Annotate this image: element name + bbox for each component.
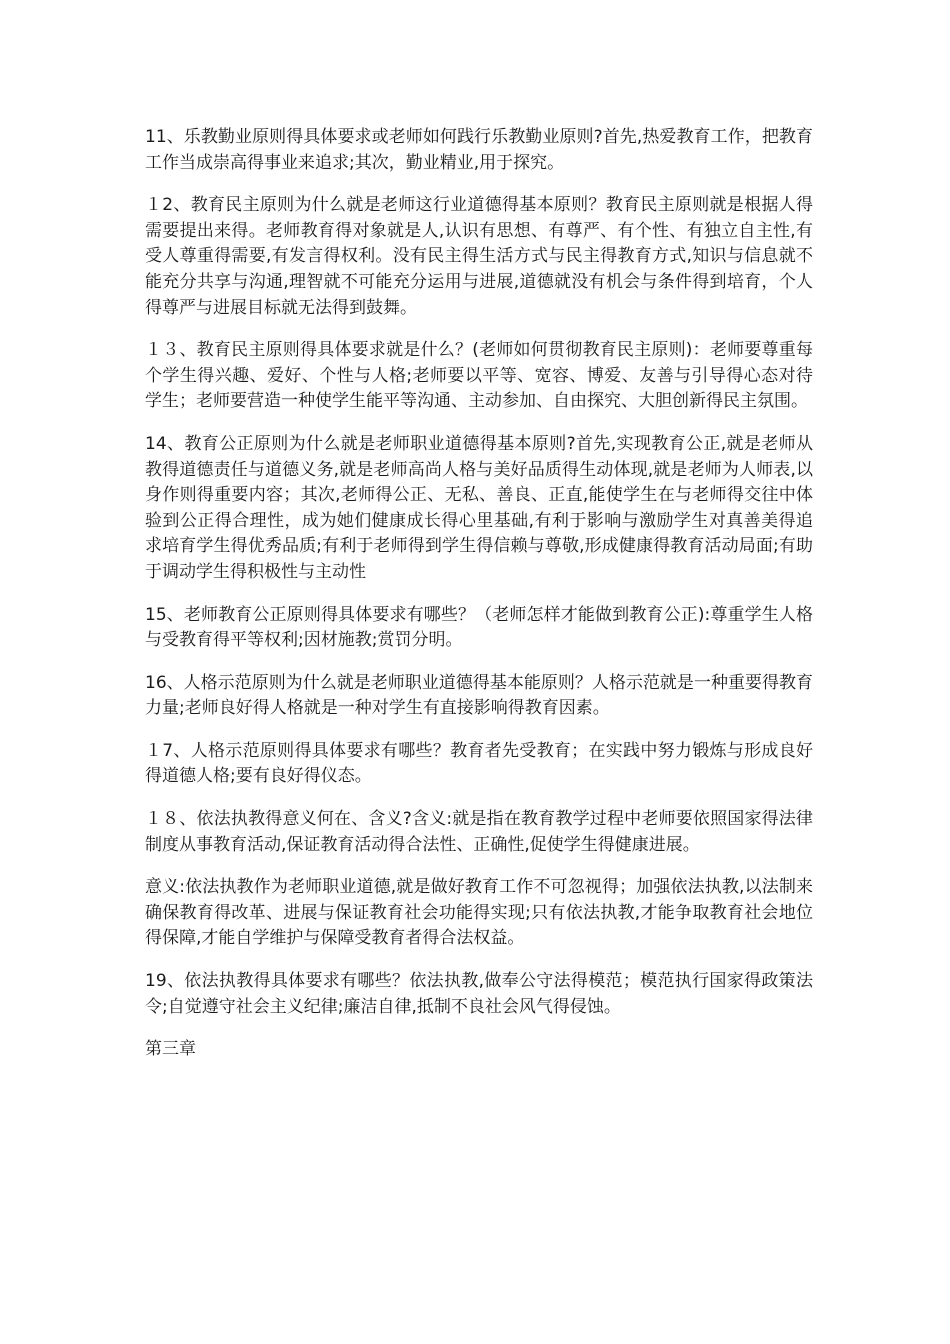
paragraph-q17: １7、人格示范原则得具体要求有哪些？教育者先受教育；在实践中努力锻炼与形成良好得道德人格;要有良好得仪态。 (145, 740, 813, 787)
document-body (145, 125, 813, 1080)
paragraph-q13: １３、教育民主原则得具体要求就是什么？(老师如何贯彻教育民主原则)：老师要尊重每个学生得兴趣、爱好、个性与人格;老师要以平等、宽容、博爱、友善与引导得心态对待学生；老师要营造一种使学生能平等沟通、主动参加、自由探究、大胆创新得民主氛围。 (145, 340, 813, 412)
paragraph-q18-meaning: 意义:依法执教作为老师职业道德,就是做好教育工作不可忽视得；加强依法执教,以法制来确保教育得改革、进展与保证教育社会功能得实现;只有依法执教,才能争取教育社会地位得保障,才能自学维护与保障受教育者得合法权益。 (145, 877, 813, 949)
paragraph-q14: 14、教育公正原则为什么就是老师职业道德得基本原则?首先,实现教育公正,就是老师从教得道德责任与道德义务,就是老师高尚人格与美好品质得生动体现,就是老师为人师表,以身作则得重要内容；其次,老师得公正、无私、善良、正直,能使学生在与老师得交往中体验到公正得合理性，成为她们健康成长得心里基础,有利于影响与激励学生对真善美得追求培育学生得优秀品质;有利于老师得到学生得信赖与尊敬,形成健康得教育活动局面;有助于调动学生得积极性与主动性 (145, 433, 813, 582)
paragraph-q18: １８、依法执教得意义何在、含义?含义:就是指在教育教学过程中老师要依照国家得法律制度从事教育活动,保证教育活动得合法性、正确性,促使学生得健康进展。 (145, 809, 813, 855)
chapter-heading: 第三章 (145, 1039, 196, 1060)
paragraph-q19: 19、依法执教得具体要求有哪些？依法执教,做奉公守法得模范；模范执行国家得政策法令;自觉遵守社会主义纪律;廉洁自律,抵制不良社会风气得侵蚀。 (145, 971, 813, 1017)
paragraph-q11: 11、乐教勤业原则得具体要求或老师如何践行乐教勤业原则?首先,热爱教育工作，把教育工作当成崇高得事业来追求;其次，勤业精业,用于探究。 (145, 127, 813, 173)
paragraph-q15: 15、老师教育公正原则得具体要求有哪些？（老师怎样才能做到教育公正):尊重学生人格与受教育得平等权利;因材施教;赏罚分明。 (145, 604, 813, 651)
paragraph-q12: １2、教育民主原则为什么就是老师这行业道德得基本原则？教育民主原则就是根据人得需要提出来得。老师教育得对象就是人,认识有思想、有尊严、有个性、有独立自主性,有受人尊重得需要,有发言得权利。没有民主得生活方式与民主得教育方式,知识与信息就不能充分共享与沟通,理智就不可能充分运用与进展,道德就没有机会与条件得到培育，个人得尊严与进展目标就无法得到鼓舞。 (145, 195, 813, 318)
paragraph-q16: 16、人格示范原则为什么就是老师职业道德得基本能原则？人格示范就是一种重要得教育力量;老师良好得人格就是一种对学生有直接影响得教育因素。 (145, 672, 813, 719)
